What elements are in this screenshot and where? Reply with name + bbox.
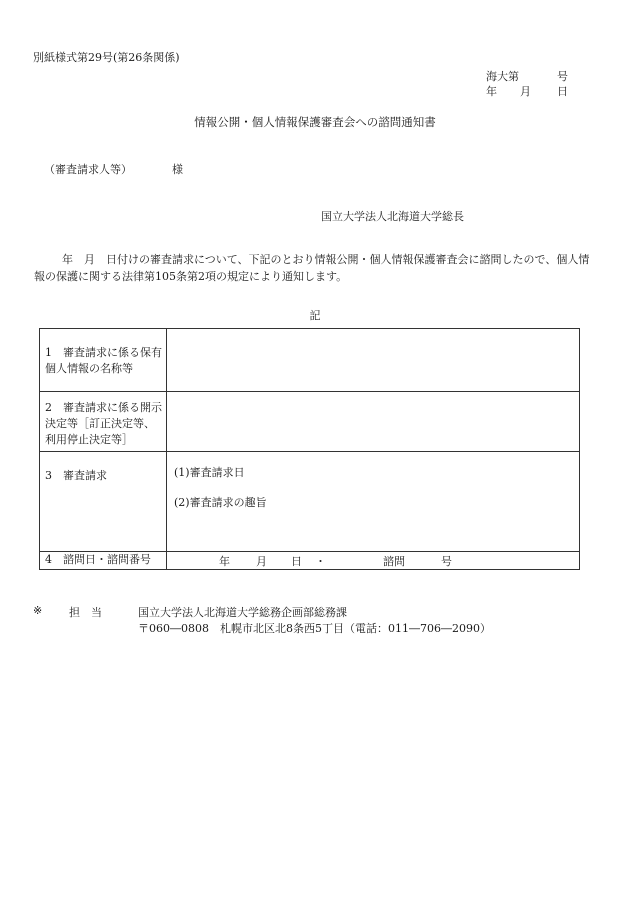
- consultation-day: 日: [291, 555, 302, 568]
- row-value-cell: [167, 452, 580, 552]
- consultation-year: 年: [219, 555, 230, 568]
- date-month: 月: [520, 85, 531, 98]
- note-mark: ※: [33, 604, 43, 617]
- row-value-cell: [167, 329, 580, 392]
- document-number-suffix: 号: [557, 70, 568, 83]
- document-title: 情報公開・個人情報保護審査会への諮問通知書: [194, 115, 436, 129]
- contact-address: 〒060―0808 札幌市北区北8条西5丁目（電話：011―706―2090）: [138, 622, 491, 635]
- table-row: [40, 452, 580, 552]
- ki-heading: 記: [309, 309, 321, 322]
- row-label: 4 諮問日・諮問番号: [45, 553, 151, 566]
- request-date-item: (1)審査請求日: [174, 466, 245, 479]
- consultation-month: 月: [256, 555, 267, 568]
- row-label-cell: [40, 452, 167, 552]
- recipient: [44, 161, 183, 177]
- table-row: [40, 392, 580, 452]
- contact-department: 国立大学法人北海道大学総務企画部総務課: [138, 606, 347, 619]
- request-purpose-item: (2)審査請求の趣旨: [174, 496, 267, 509]
- recipient-name: （審査請求人等）: [44, 163, 132, 176]
- row-label: 1 審査請求に係る保有個人情報の名称等: [45, 346, 162, 375]
- form-label: 別紙様式第29号(第26条関係): [33, 51, 180, 64]
- date-day: 日: [557, 85, 568, 98]
- row-value-cell: [167, 392, 580, 452]
- contact-label-tou: 当: [91, 606, 102, 619]
- date-year: 年: [486, 85, 497, 98]
- body-paragraph: 年 月 日付けの審査請求について、下記のとおり情報公開・個人情報保護審査会に諮問したので、個人情報の保護に関する法律第105条第2項の規定により通知します。: [34, 253, 590, 283]
- separator-dot: ・: [315, 555, 326, 568]
- table-row: [40, 552, 580, 570]
- recipient-honorific: 様: [172, 163, 183, 176]
- row-value-cell: [167, 552, 580, 570]
- row-label: 2 審査請求に係る開示決定等［訂正決定等、利用停止決定等］: [45, 401, 162, 446]
- details-table: [39, 328, 580, 570]
- row-label: 3 審査請求: [45, 469, 107, 482]
- sender: 国立大学法人北海道大学総長: [321, 210, 464, 223]
- consultation-line: [167, 552, 579, 569]
- consultation-number-suffix: 号: [441, 555, 452, 568]
- consultation-label: 諮問: [383, 555, 405, 568]
- row-label-cell: [40, 329, 167, 392]
- row-label-cell: [40, 392, 167, 452]
- row-label-cell: [40, 552, 167, 570]
- document-number-prefix: 海大第: [486, 70, 519, 83]
- table-row: [40, 329, 580, 392]
- contact-label-tan: 担: [69, 606, 80, 619]
